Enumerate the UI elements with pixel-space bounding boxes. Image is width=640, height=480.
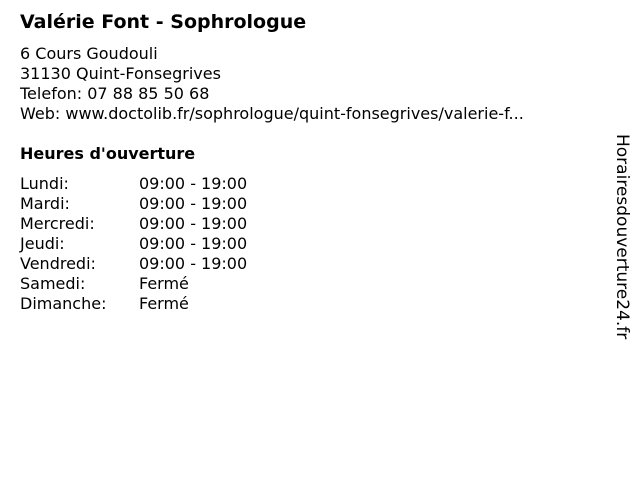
hours-row-thursday	[20, 234, 247, 254]
hours-value: Fermé	[139, 294, 189, 313]
hours-value: 09:00 - 19:00	[139, 214, 248, 233]
hours-row-sunday	[20, 294, 247, 314]
hours-row-wednesday	[20, 214, 247, 234]
hours-heading: Heures d'ouverture	[20, 144, 196, 163]
site-watermark-label: Horairesdouverture24.fr	[612, 134, 632, 340]
street-address: 6 Cours Goudouli	[20, 44, 158, 63]
hours-value: 09:00 - 19:00	[139, 234, 248, 253]
day-label: Mercredi:	[20, 214, 95, 233]
day-label: Vendredi:	[20, 254, 96, 273]
day-label: Lundi:	[20, 174, 69, 193]
hours-row-saturday	[20, 274, 247, 294]
hours-row-monday	[20, 174, 247, 194]
business-title: Valérie Font - Sophrologue	[20, 11, 307, 33]
address-block	[20, 44, 524, 124]
hours-value: 09:00 - 19:00	[139, 174, 248, 193]
day-label: Dimanche:	[20, 294, 107, 313]
day-label: Mardi:	[20, 194, 70, 213]
hours-value: 09:00 - 19:00	[139, 194, 248, 213]
day-label: Jeudi:	[20, 234, 65, 253]
phone-number: Telefon: 07 88 85 50 68	[20, 84, 210, 103]
hours-row-tuesday	[20, 194, 247, 214]
hours-table	[20, 174, 247, 314]
hours-row-friday	[20, 254, 247, 274]
city-address: 31130 Quint-Fonsegrives	[20, 64, 221, 83]
website-link: Web: www.doctolib.fr/sophrologue/quint-fonsegrives/valerie-f...	[20, 104, 524, 123]
hours-value: Fermé	[139, 274, 189, 293]
hours-value: 09:00 - 19:00	[139, 254, 248, 273]
day-label: Samedi:	[20, 274, 86, 293]
